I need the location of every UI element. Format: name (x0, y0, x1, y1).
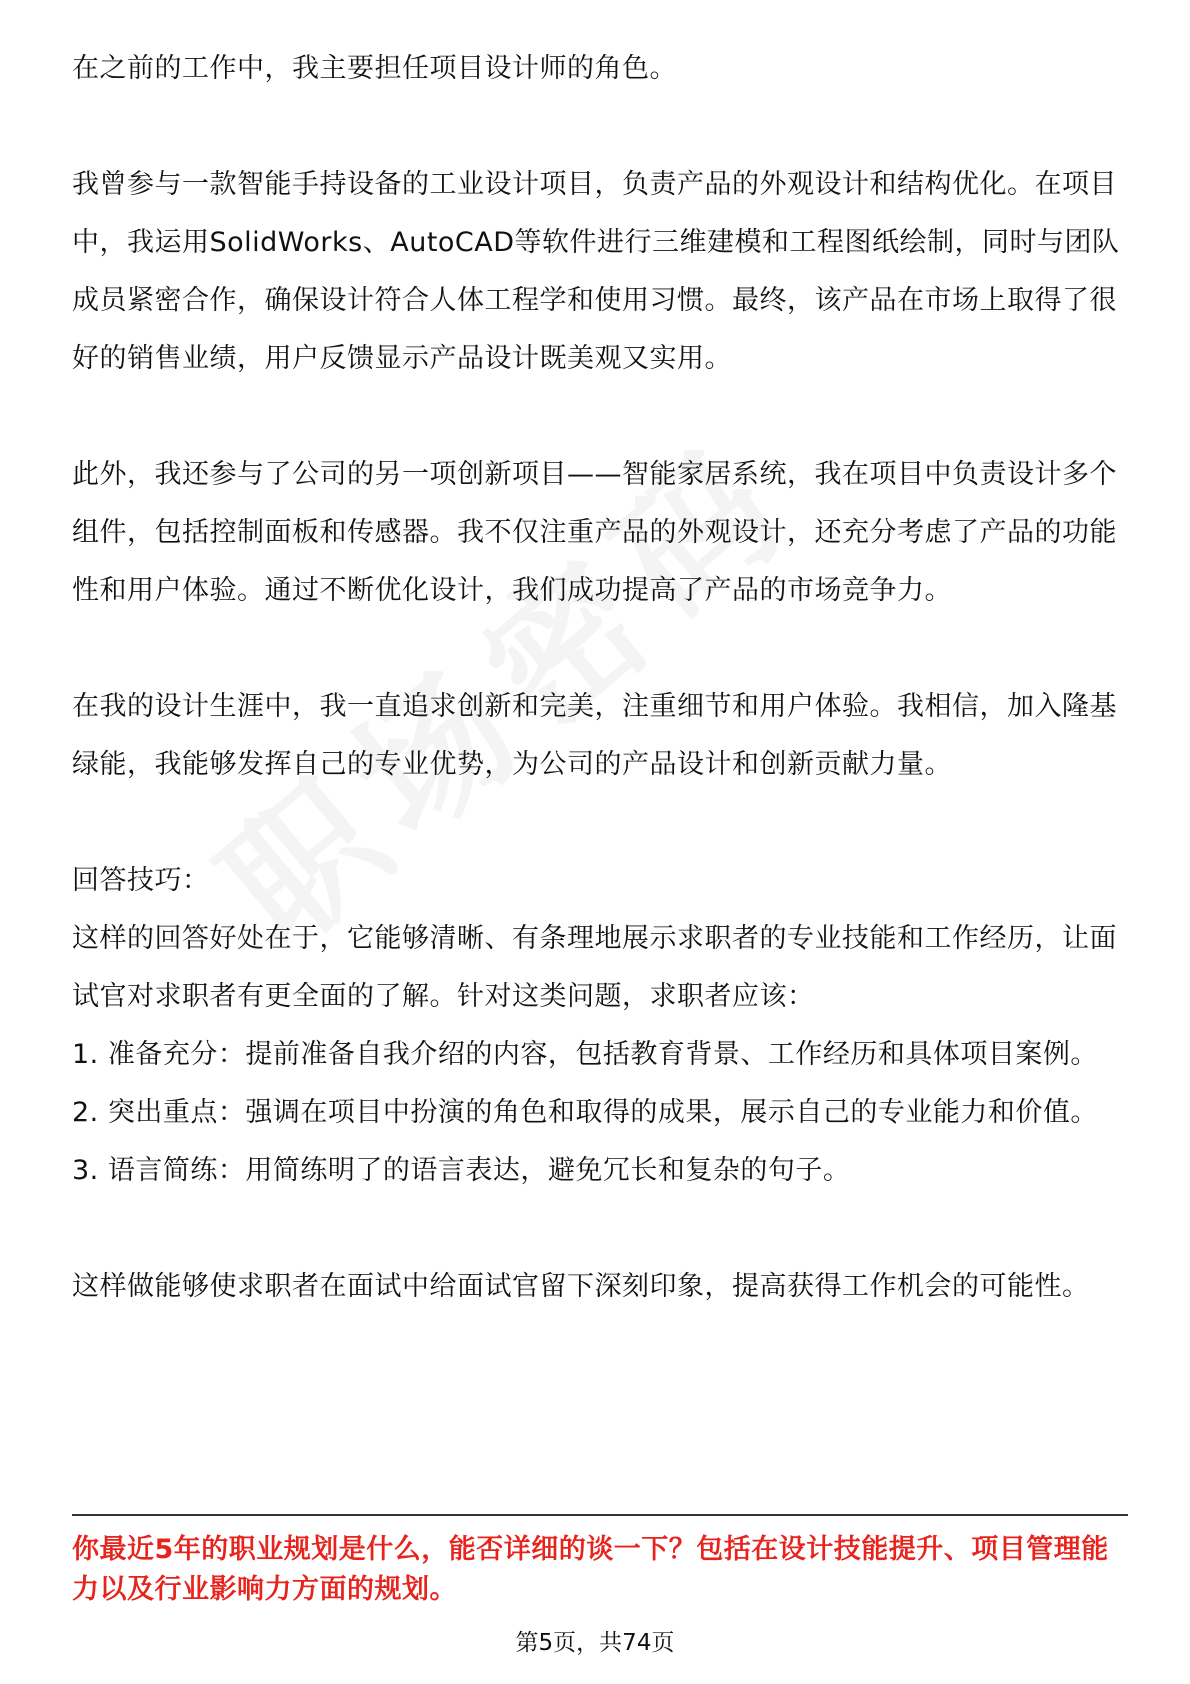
tips-item: 2. 突出重点：强调在项目中扮演的角色和取得的成果，展示自己的专业能力和价值。 (72, 1097, 1098, 1128)
paragraph-gap (72, 794, 1132, 852)
tips-heading: 回答技巧： (72, 865, 210, 896)
tips-conclusion: 这样做能够使求职者在面试中给面试官留下深刻印象，提高获得工作机会的可能性。 (72, 1271, 1090, 1302)
page-content (72, 40, 1132, 1316)
paragraph-gap (72, 620, 1132, 678)
paragraph-gap (72, 1200, 1132, 1258)
tips-intro: 这样的回答好处在于，它能够清晰、有条理地展示求职者的专业技能和工作经历，让面试官对求职者有更全面的了解。针对这类问题，求职者应该： (72, 923, 1117, 1012)
tips-item: 3. 语言简练：用简练明了的语言表达，避免冗长和复杂的句子。 (72, 1155, 851, 1186)
paragraph-gap (72, 388, 1132, 446)
paragraph-handheld-project: 我曾参与一款智能手持设备的工业设计项目，负责产品的外观设计和结构优化。在项目中，我运用SolidWorks、AutoCAD等软件进行三维建模和工程图纸绘制，同时与团队成员紧密合作，确保设计符合人体工程学和使用习惯。最终，该产品在市场上取得了很好的销售业绩，用户反馈显示产品设计既美观又实用。 (72, 169, 1120, 374)
paragraph-smart-home-project: 此外，我还参与了公司的另一项创新项目——智能家居系统，我在项目中负责设计多个组件，包括控制面板和传感器。我不仅注重产品的外观设计，还充分考虑了产品的功能性和用户体验。通过不断优化设计，我们成功提高了产品的市场竞争力。 (72, 459, 1117, 606)
page-number: 第5页，共74页 (515, 1630, 675, 1656)
next-question: 你最近5年的职业规划是什么，能否详细的谈一下？包括在设计技能提升、项目管理能力以及行业影响力方面的规划。 (72, 1534, 1109, 1605)
section-divider (72, 1514, 1128, 1516)
paragraph-role: 在之前的工作中，我主要担任项目设计师的角色。 (72, 53, 677, 84)
tips-item: 1. 准备充分：提前准备自我介绍的内容，包括教育背景、工作经历和具体项目案例。 (72, 1039, 1098, 1070)
paragraph-gap (72, 98, 1132, 156)
paragraph-career-summary: 在我的设计生涯中，我一直追求创新和完美，注重细节和用户体验。我相信，加入隆基绿能，我能够发挥自己的专业优势，为公司的产品设计和创新贡献力量。 (72, 691, 1117, 780)
